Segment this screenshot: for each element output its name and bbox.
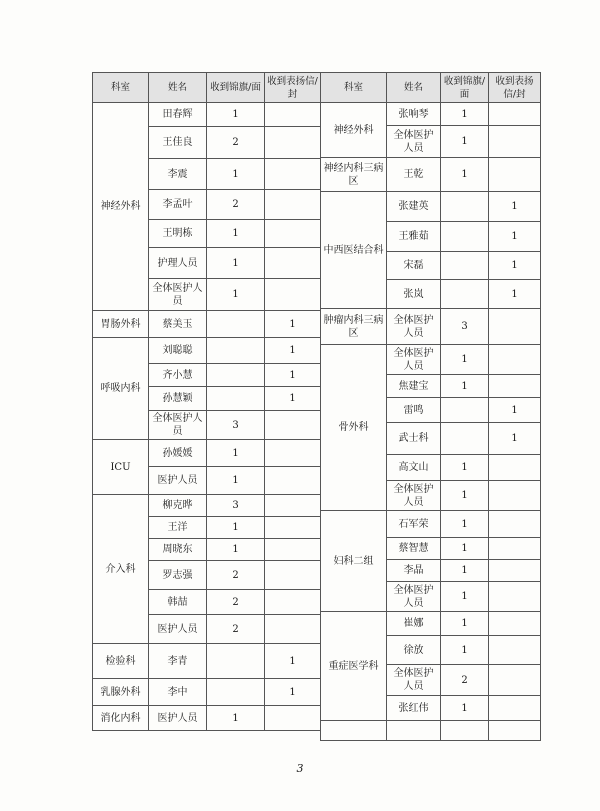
letter-count-cell [265,190,321,220]
letter-count-cell [489,345,541,375]
letter-count-cell [489,582,541,612]
banner-count-cell [441,252,489,280]
letter-count-cell [265,440,321,467]
letter-count-cell [265,495,321,517]
letter-count-cell [265,517,321,539]
banner-count-cell [441,398,489,423]
letter-count-cell [265,159,321,190]
header-name: 姓名 [387,73,441,103]
name-cell: 刘聪聪 [149,338,207,364]
department-cell: 乳腺外科 [93,679,149,706]
banner-count-cell [441,192,489,222]
name-cell: 蔡美玉 [149,311,207,338]
letter-count-cell: 1 [489,252,541,280]
banner-count-cell: 1 [441,126,489,158]
table-row [321,309,541,345]
letter-count-cell: 1 [265,338,321,364]
letter-count-cell [489,696,541,721]
right-award-table [320,72,541,741]
letter-count-cell [489,538,541,560]
letter-count-cell [265,706,321,731]
name-cell [387,721,441,741]
banner-count-cell: 1 [207,517,265,539]
banner-count-cell [441,280,489,309]
name-cell: 孙慧颖 [149,387,207,411]
name-cell: 全体医护人员 [387,345,441,375]
name-cell: 王雅茹 [387,222,441,252]
banner-count-cell: 1 [441,560,489,582]
name-cell: 石军荣 [387,511,441,538]
letter-count-cell [265,103,321,127]
banner-count-cell: 1 [441,103,489,126]
name-cell: 武士科 [387,423,441,455]
banner-count-cell: 2 [207,590,265,615]
department-cell: 检验科 [93,644,149,679]
name-cell: 全体医护人员 [387,665,441,696]
banner-count-cell [441,423,489,455]
banner-count-cell: 1 [207,279,265,311]
banner-count-cell [207,387,265,411]
banner-count-cell: 1 [441,636,489,665]
table-row [93,644,321,679]
department-cell: 消化内科 [93,706,149,731]
name-cell: 焦建宝 [387,375,441,398]
banner-count-cell: 1 [207,539,265,561]
table-row [321,721,541,741]
letter-count-cell: 1 [489,222,541,252]
table-row [93,311,321,338]
header-row [93,73,321,103]
banner-count-cell: 1 [441,696,489,721]
banner-count-cell: 1 [207,706,265,731]
name-cell: 医护人员 [149,467,207,495]
banner-count-cell: 1 [207,103,265,127]
name-cell: 王明栋 [149,220,207,248]
letter-count-cell [489,612,541,636]
letter-count-cell [489,455,541,481]
header-name: 姓名 [149,73,207,103]
letter-count-cell [489,126,541,158]
banner-count-cell: 2 [207,615,265,644]
letter-count-cell [265,561,321,590]
letter-count-cell [265,590,321,615]
banner-count-cell: 1 [207,248,265,279]
department-cell: 神经外科 [321,103,387,158]
banner-count-cell: 1 [441,612,489,636]
name-cell: 柳克晔 [149,495,207,517]
banner-count-cell [207,644,265,679]
banner-count-cell [207,338,265,364]
banner-count-cell: 1 [207,159,265,190]
name-cell: 王乾 [387,158,441,192]
left-award-table [92,72,321,731]
banner-count-cell: 1 [441,375,489,398]
header-row [321,73,541,103]
name-cell: 李青 [149,644,207,679]
department-cell: 中西医结合科 [321,192,387,309]
department-cell: ICU [93,440,149,495]
table-row [93,706,321,731]
letter-count-cell [489,103,541,126]
letter-count-cell [489,511,541,538]
name-cell: 徐放 [387,636,441,665]
table-row [93,103,321,127]
letter-count-cell: 1 [265,387,321,411]
department-cell: 妇科二组 [321,511,387,612]
name-cell: 李中 [149,679,207,706]
name-cell: 蔡智慧 [387,538,441,560]
table-row [321,612,541,636]
banner-count-cell: 3 [207,411,265,440]
banner-count-cell [207,679,265,706]
name-cell: 齐小慧 [149,364,207,387]
name-cell: 李孟叶 [149,190,207,220]
name-cell: 王佳良 [149,127,207,159]
name-cell: 张响琴 [387,103,441,126]
banner-count-cell: 3 [207,495,265,517]
name-cell: 全体医护人员 [149,411,207,440]
header-dept: 科室 [321,73,387,103]
table-row [93,440,321,467]
name-cell: 全体医护人员 [387,309,441,345]
banner-count-cell [441,721,489,741]
header-banner: 收到锦旗/面 [441,73,489,103]
banner-count-cell: 1 [441,455,489,481]
name-cell: 张红伟 [387,696,441,721]
table-row [321,103,541,126]
banner-count-cell: 1 [441,158,489,192]
banner-count-cell: 1 [441,538,489,560]
letter-count-cell [265,127,321,159]
letter-count-cell [265,248,321,279]
banner-count-cell: 2 [441,665,489,696]
letter-count-cell [489,158,541,192]
name-cell: 护理人员 [149,248,207,279]
letter-count-cell [489,560,541,582]
letter-count-cell: 1 [265,644,321,679]
name-cell: 雷鸣 [387,398,441,423]
letter-count-cell [489,481,541,511]
letter-count-cell [489,375,541,398]
banner-count-cell [441,222,489,252]
name-cell: 周晓东 [149,539,207,561]
letter-count-cell [489,665,541,696]
letter-count-cell: 1 [265,311,321,338]
department-cell [321,721,387,741]
table-row [321,511,541,538]
department-cell: 神经外科 [93,103,149,311]
letter-count-cell: 1 [489,192,541,222]
header-dept: 科室 [93,73,149,103]
banner-count-cell: 1 [441,511,489,538]
table-row [93,338,321,364]
table-row [321,192,541,222]
department-cell: 骨外科 [321,345,387,511]
banner-count-cell: 1 [441,582,489,612]
header-banner: 收到锦旗/面 [207,73,265,103]
letter-count-cell: 1 [489,398,541,423]
name-cell: 医护人员 [149,615,207,644]
department-cell: 胃肠外科 [93,311,149,338]
department-cell: 介入科 [93,495,149,644]
name-cell: 医护人员 [149,706,207,731]
name-cell: 田春辉 [149,103,207,127]
banner-count-cell: 2 [207,127,265,159]
name-cell: 王洋 [149,517,207,539]
name-cell: 崔娜 [387,612,441,636]
name-cell: 罗志强 [149,561,207,590]
letter-count-cell: 1 [265,364,321,387]
table-row [321,158,541,192]
letter-count-cell: 1 [489,280,541,309]
letter-count-cell [265,220,321,248]
department-cell: 重症医学科 [321,612,387,721]
letter-count-cell [489,309,541,345]
banner-count-cell: 2 [207,561,265,590]
department-cell: 呼吸内科 [93,338,149,440]
letter-count-cell: 1 [489,423,541,455]
letter-count-cell [489,636,541,665]
name-cell: 李晶 [387,560,441,582]
name-cell: 全体医护人员 [149,279,207,311]
letter-count-cell [265,539,321,561]
name-cell: 全体医护人员 [387,126,441,158]
letter-count-cell [265,615,321,644]
banner-count-cell: 2 [207,190,265,220]
table-row [93,679,321,706]
name-cell: 张建英 [387,192,441,222]
header-letter: 收到表扬信/封 [489,73,541,103]
letter-count-cell [489,721,541,741]
name-cell: 全体医护人员 [387,481,441,511]
banner-count-cell [207,364,265,387]
name-cell: 李震 [149,159,207,190]
letter-count-cell [265,467,321,495]
name-cell: 宋磊 [387,252,441,280]
name-cell: 孙媛媛 [149,440,207,467]
letter-count-cell: 1 [265,679,321,706]
banner-count-cell: 1 [441,345,489,375]
letter-count-cell [265,411,321,440]
banner-count-cell: 1 [441,481,489,511]
name-cell: 全体医护人员 [387,582,441,612]
banner-count-cell: 1 [207,467,265,495]
name-cell: 高文山 [387,455,441,481]
header-letter: 收到表扬信/封 [265,73,321,103]
name-cell: 韩喆 [149,590,207,615]
department-cell: 神经内科三病区 [321,158,387,192]
name-cell: 张岚 [387,280,441,309]
banner-count-cell: 1 [207,440,265,467]
page-number: 3 [296,762,304,775]
table-row [93,495,321,517]
banner-count-cell: 1 [207,220,265,248]
letter-count-cell [265,279,321,311]
banner-count-cell [207,311,265,338]
department-cell: 肿瘤内科三病区 [321,309,387,345]
table-row [321,345,541,375]
banner-count-cell: 3 [441,309,489,345]
